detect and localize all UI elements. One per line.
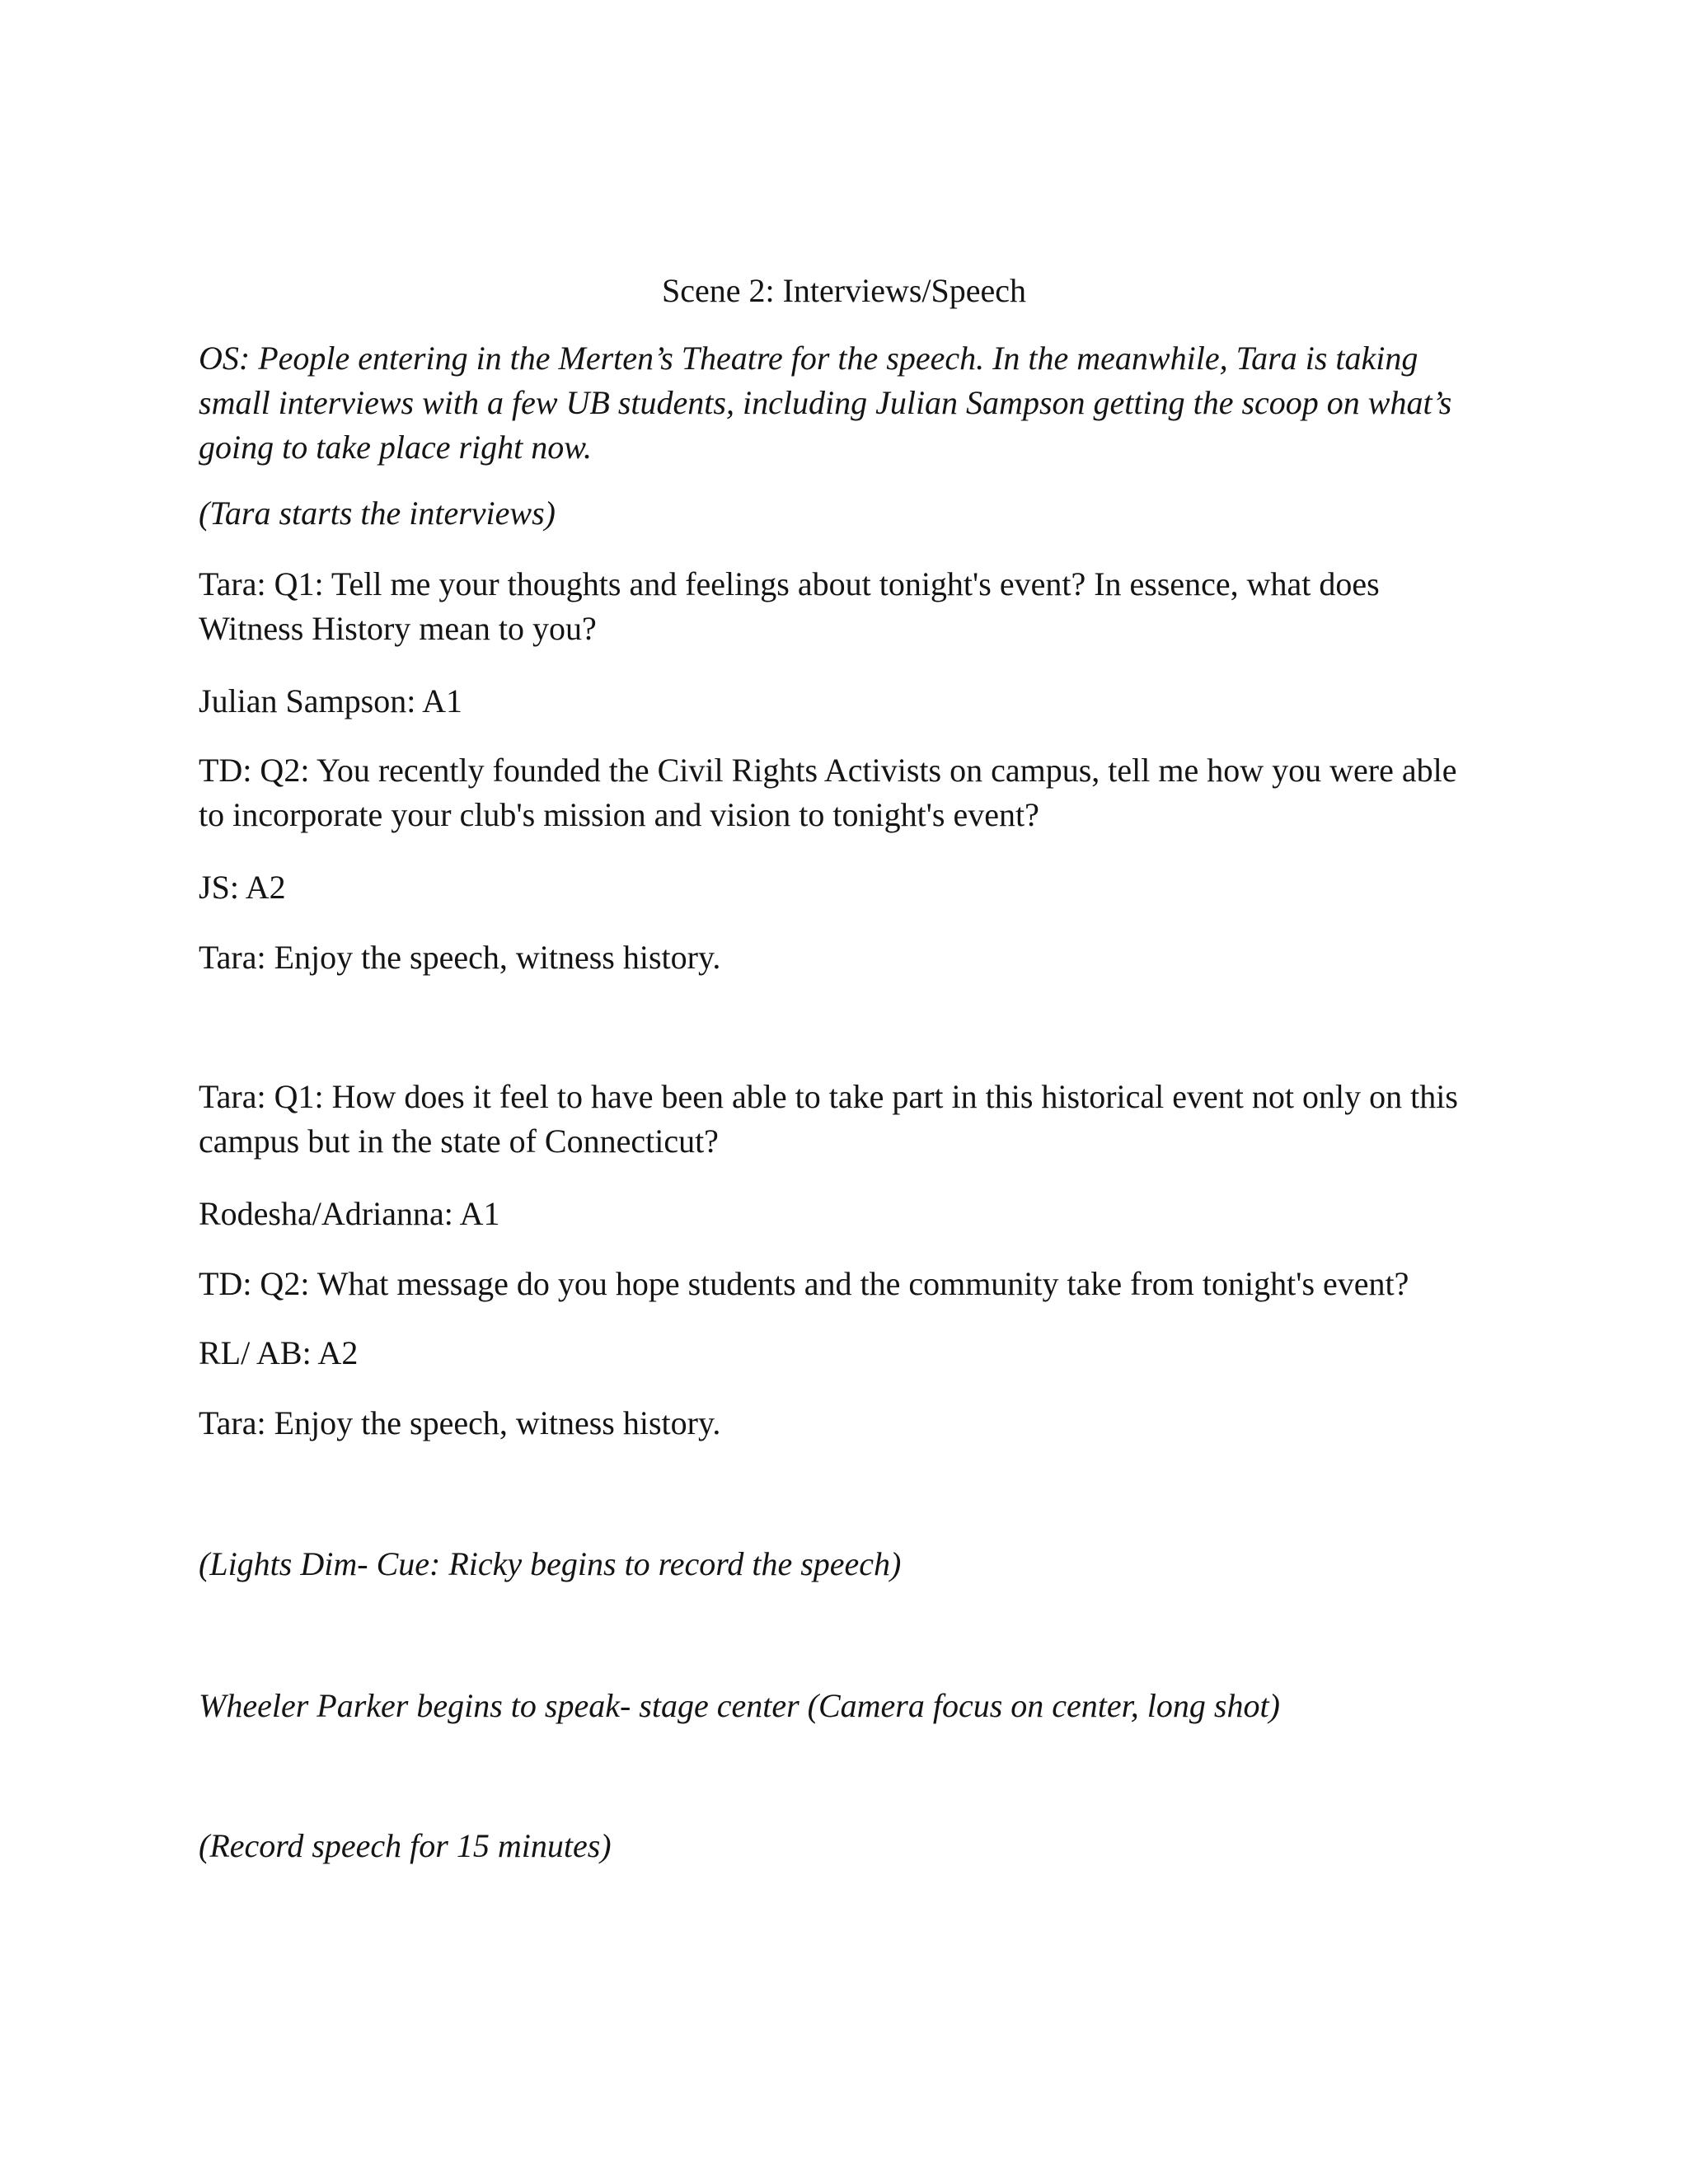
answer-line: Rodesha/Adrianna: A1 [199,1195,500,1232]
interview2-answer1 [199,1192,1501,1236]
interview2-question1 [199,1075,1501,1164]
question-line: campus but in the state of Connecticut? [199,1122,719,1160]
os-direction-line: small interviews with a few UB students, including Julian Sampson getting the scoop on what’s [199,384,1452,421]
closing-line: Tara: Enjoy the speech, witness history. [199,939,721,976]
answer-line: Julian Sampson: A1 [199,682,463,719]
os-direction-line: going to take place right now. [199,429,592,466]
stage-direction-speaker [199,1684,1501,1728]
question-line: Tara: Q1: How does it feel to have been able to take part in this historical event not only on this [199,1078,1458,1115]
interview1-question2 [199,748,1501,837]
os-direction-line: OS: People entering in the Merten’s Theatre for the speech. In the meanwhile, Tara is taking [199,340,1418,377]
closing-line: Tara: Enjoy the speech, witness history. [199,1404,721,1441]
interview1-question1 [199,562,1501,651]
question-line: to incorporate your club's mission and vision to tonight's event? [199,796,1039,833]
stage-direction-text: (Tara starts the interviews) [199,494,556,532]
interview2-answer2 [199,1331,1501,1376]
os-direction [199,336,1501,470]
question-line: TD: Q2: You recently founded the Civil Rights Activists on campus, tell me how you were able [199,752,1457,789]
interview2-question2 [199,1262,1501,1306]
answer-line: RL/ AB: A2 [199,1334,359,1371]
question-line: Witness History mean to you? [199,610,597,647]
interview2-closing [199,1401,1501,1446]
stage-direction-text: (Lights Dim- Cue: Ricky begins to record the speech) [199,1545,902,1582]
stage-direction-record [199,1824,1501,1868]
question-line: TD: Q2: What message do you hope students and the community take from tonight's event? [199,1265,1409,1302]
scene-title: Scene 2: Interviews/Speech [661,272,1027,309]
stage-direction-lights [199,1542,1501,1586]
interview1-closing [199,935,1501,980]
stage-direction-text: Wheeler Parker begins to speak- stage center (Camera focus on center, long shot) [199,1687,1280,1724]
stage-direction-text: (Record speech for 15 minutes) [199,1827,612,1864]
interview1-answer1 [199,679,1501,724]
answer-line: JS: A2 [199,869,286,906]
stage-direction-start [199,491,1501,536]
interview1-answer2 [199,865,1501,910]
question-line: Tara: Q1: Tell me your thoughts and feelings about tonight's event? In essence, what does [199,565,1380,602]
